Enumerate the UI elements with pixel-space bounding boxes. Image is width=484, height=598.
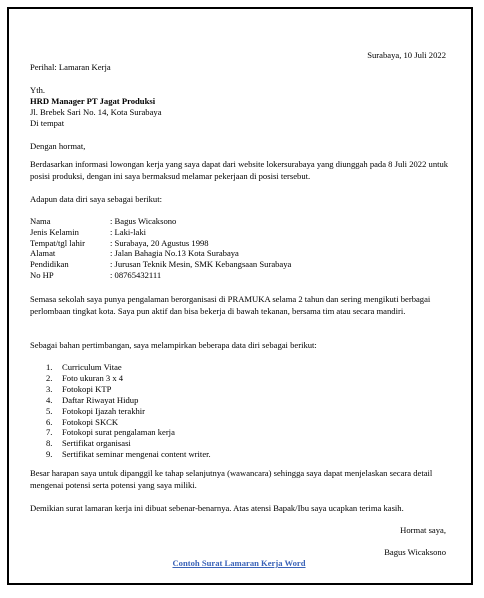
attachment-item	[46, 362, 122, 373]
closing-paragraph: Demikian surat lamaran kerja ini dibuat sebenar-benarnya. Atas atensi Bapak/Ibu saya ucapkan terima kasih.	[30, 503, 404, 513]
attachment-text: Daftar Riwayat Hidup	[62, 394, 139, 405]
personal-data-row	[30, 227, 146, 238]
recipient-name: HRD Manager PT Jagat Produksi	[30, 96, 156, 106]
attachment-number: 5.	[46, 405, 53, 416]
attachment-item	[46, 373, 123, 384]
attachment-text: Curriculum Vitae	[62, 362, 122, 372]
greeting: Dengan hormat,	[30, 141, 86, 151]
personal-data-value: : Jalan Bahagia No.13 Kota Surabaya	[110, 248, 239, 259]
attachment-number: 9.	[46, 449, 53, 460]
intro-paragraph: Berdasarkan informasi lowongan kerja yang saya dapat dari website lokersurabaya yang diunggah pada 8 Juli 2022 untuk posisi produksi, dengan ini saya bermaksud melamar pekerjaan di posisi tersebut.	[30, 159, 449, 181]
personal-data-value: : Laki-laki	[110, 226, 147, 237]
recipient-place: Di tempat	[30, 118, 65, 128]
subject-line: Perihal: Lamaran Kerja	[30, 62, 111, 72]
experience-paragraph: Semasa sekolah saya punya pengalaman berorganisasi di PRAMUKA selama 2 tahun dan sering mengikuti berbagai perlombaan tingkat kota. Saya pun aktif dan bisa bekerja di bawah tekanan, bersama tim atau secara mandiri.	[30, 294, 431, 316]
attachment-item	[46, 406, 145, 417]
attachment-text: Fotokopi SKCK	[62, 416, 119, 427]
attachment-item	[46, 427, 175, 438]
personal-data-label: Tempat/tgl lahir	[30, 237, 86, 248]
personal-data-label: Alamat	[30, 248, 56, 259]
personal-data-row	[30, 248, 239, 259]
attachments-intro: Sebagai bahan pertimbangan, saya melampirkan beberapa data diri sebagai berikut:	[30, 340, 317, 350]
attachment-number: 1.	[46, 362, 53, 372]
attachment-number: 6.	[46, 416, 53, 427]
attachment-item	[46, 384, 111, 395]
attachment-item	[46, 449, 211, 460]
recipient-address: Jl. Brebek Sari No. 14, Kota Surabaya	[30, 107, 162, 117]
personal-data-row	[30, 216, 176, 227]
recipient-salutation: Yth.	[30, 85, 46, 95]
personal-data-row	[30, 259, 291, 270]
attachment-item	[46, 395, 138, 406]
attachment-text: Fotokopi Ijazah terakhir	[62, 405, 146, 416]
personal-data-value: : Surabaya, 20 Agustus 1998	[110, 237, 209, 248]
attachment-text: Foto ukuran 3 x 4	[62, 372, 124, 383]
signoff: Hormat saya,	[400, 525, 446, 535]
personal-data-label: Jenis Kelamin	[30, 226, 79, 237]
personal-data-value: : 08765432111	[110, 270, 162, 280]
attachment-text: Sertifikat organisasi	[62, 438, 131, 449]
attachment-item	[46, 438, 131, 449]
personal-data-value: : Bagus Wicaksono	[110, 216, 177, 226]
attachment-text: Fotokopi KTP	[62, 383, 112, 394]
personal-data-row	[30, 238, 209, 249]
attachment-number: 7.	[46, 427, 53, 438]
attachment-text: Sertifikat seminar mengenai content writer.	[62, 449, 211, 460]
hope-paragraph: Besar harapan saya untuk dipanggil ke tahap selanjutnya (wawancara) sehingga saya dapat menjelaskan secara detail mengenai potensi serta potensi yang saya miliki.	[30, 468, 433, 490]
attachment-number: 3.	[46, 383, 53, 394]
attachment-number: 4.	[46, 394, 53, 405]
personal-data-label: No HP	[30, 270, 54, 280]
personal-data-label: Nama	[30, 216, 51, 226]
personal-data-label: Pendidikan	[30, 259, 69, 270]
sample-letter-link[interactable]: Contoh Surat Lamaran Kerja Word	[172, 558, 306, 568]
signer-name: Bagus Wicaksono	[384, 547, 446, 557]
place-date: Surabaya, 10 Juli 2022	[367, 50, 446, 60]
personal-data-value: : Jurusan Teknik Mesin, SMK Kebangsaan Surabaya	[110, 259, 292, 270]
personal-data-row	[30, 270, 161, 281]
attachment-number: 2.	[46, 372, 53, 383]
attachment-item	[46, 417, 118, 428]
data-intro: Adapun data diri saya sebagai berikut:	[30, 194, 162, 204]
attachment-text: Fotokopi surat pengalaman kerja	[62, 427, 175, 438]
attachment-number: 8.	[46, 438, 53, 449]
